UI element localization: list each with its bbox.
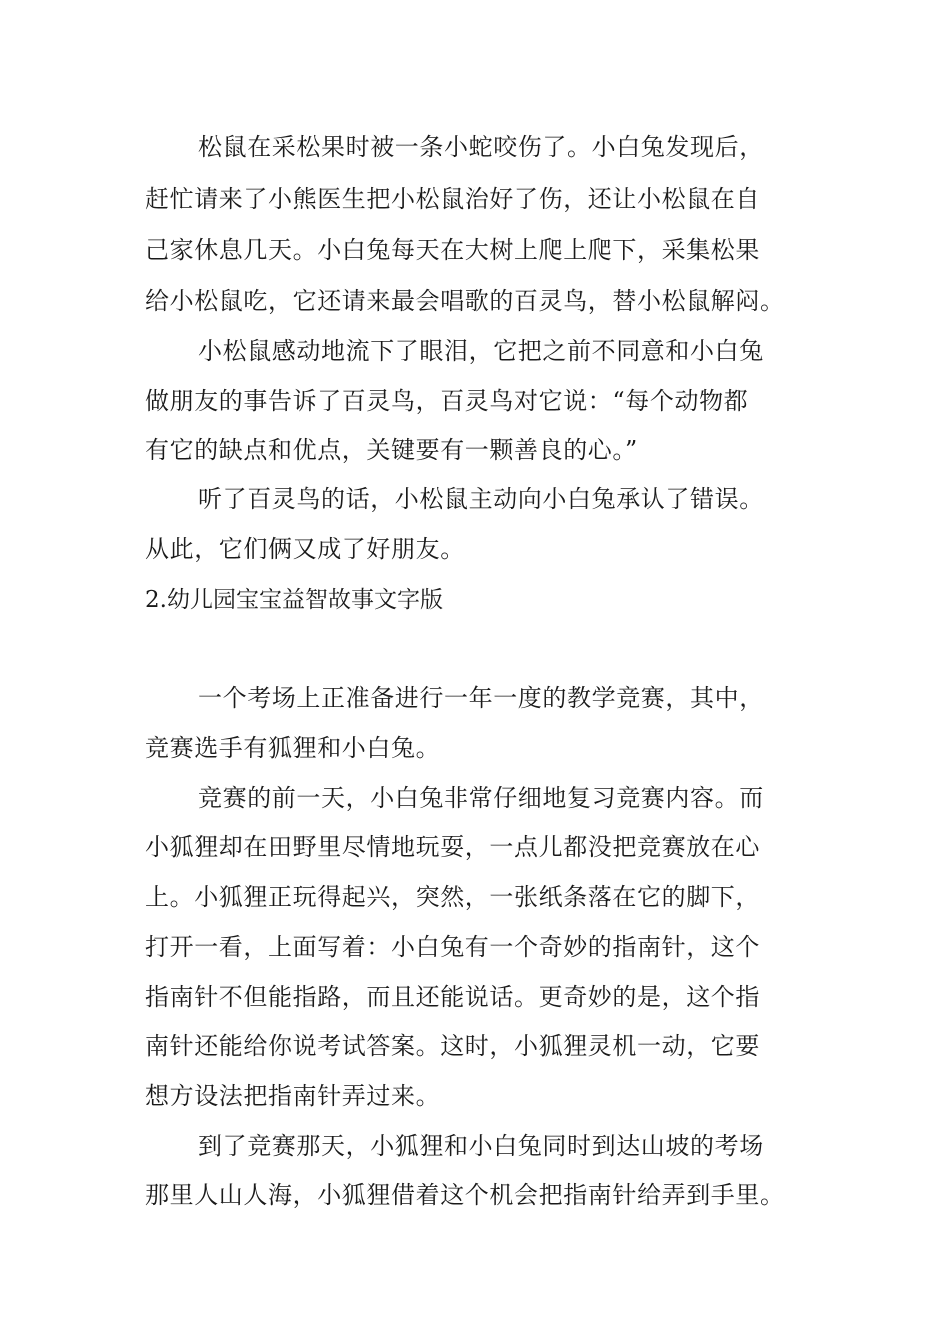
paragraph-line: 听了百灵鸟的话，小松鼠主动向小白兔承认了错误。: [198, 485, 764, 513]
paragraph-line: 竞赛的前一天，小白兔非常仔细地复习竞赛内容。而: [198, 784, 764, 812]
paragraph-line: 一个考场上正准备进行一年一度的教学竞赛，其中，: [198, 684, 764, 712]
paragraph-line: 到了竞赛那天，小狐狸和小白兔同时到达山坡的考场: [198, 1132, 764, 1160]
paragraph-line: 给小松鼠吃，它还请来最会唱歌的百灵鸟，替小松鼠解闷。: [145, 287, 785, 315]
paragraph-line: 小松鼠感动地流下了眼泪，它把之前不同意和小白兔: [198, 337, 764, 365]
paragraph-line: 从此，它们俩又成了好朋友。: [145, 535, 465, 563]
paragraph-line: 南针还能给你说考试答案。这时，小狐狸灵机一动，它要: [145, 1032, 760, 1060]
paragraph-line: 赶忙请来了小熊医生把小松鼠治好了伤，还让小松鼠在自: [145, 185, 760, 213]
paragraph-line: 想方设法把指南针弄过来。: [145, 1082, 441, 1110]
section-heading: 2.幼儿园宝宝益智故事文字版: [145, 587, 443, 613]
paragraph-line: 己家休息几天。小白兔每天在大树上爬上爬下，采集松果: [145, 236, 760, 264]
paragraph-line: 小狐狸却在田野里尽情地玩耍，一点儿都没把竞赛放在心: [145, 833, 760, 861]
paragraph-line: 上。小狐狸正玩得起兴，突然，一张纸条落在它的脚下，: [145, 883, 760, 911]
paragraph-line: 指南针不但能指路，而且还能说话。更奇妙的是，这个指: [145, 983, 760, 1011]
paragraph-line: 有它的缺点和优点，关键要有一颗善良的心。”: [145, 436, 638, 464]
paragraph-line: 松鼠在采松果时被一条小蛇咬伤了。小白兔发现后，: [198, 133, 764, 161]
paragraph-line: 做朋友的事告诉了百灵鸟，百灵鸟对它说：“每个动物都: [145, 387, 749, 415]
paragraph-line: 竞赛选手有狐狸和小白兔。: [145, 734, 441, 762]
paragraph-line: 那里人山人海，小狐狸借着这个机会把指南针给弄到手里。: [145, 1181, 785, 1209]
paragraph-line: 打开一看，上面写着：小白兔有一个奇妙的指南针，这个: [145, 933, 760, 961]
